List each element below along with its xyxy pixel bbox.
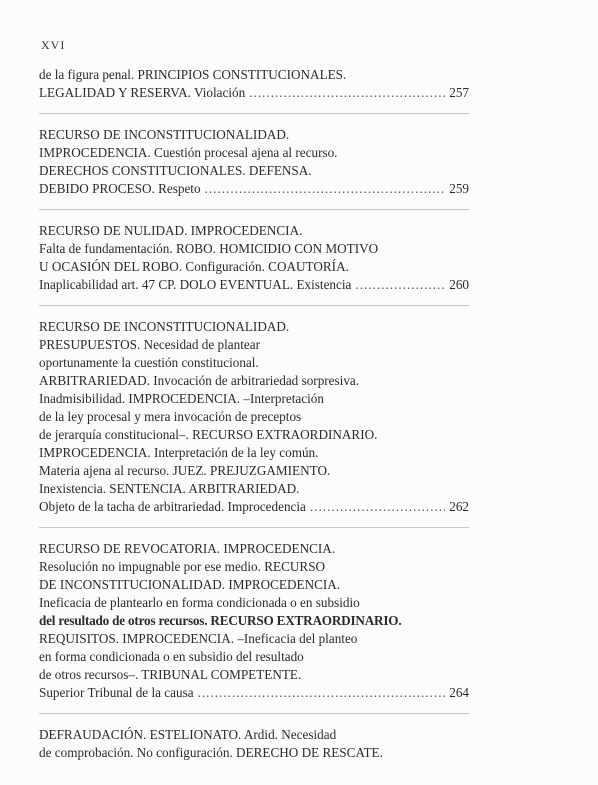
entry-line: IMPROCEDENCIA. Cuestión procesal ajena al recurso.	[39, 145, 338, 160]
entry-line: DEBIDO PROCESO. Respeto	[39, 181, 201, 196]
entry-line: Materia ajena al recurso. JUEZ. PREJUZGAMIENTO.	[39, 463, 331, 478]
entry-line: de jerarquía constitucional–. RECURSO EXTRAORDINARIO.	[39, 427, 378, 442]
index-entry	[39, 540, 469, 714]
entry-line: Inexistencia. SENTENCIA. ARBITRARIEDAD.	[39, 481, 300, 496]
entry-line: Falta de fundamentación. ROBO. HOMICIDIO CON MOTIVO	[39, 241, 379, 256]
entry-line: RECURSO DE REVOCATORIA. IMPROCEDENCIA.	[39, 541, 336, 556]
entry-line: DERECHOS CONSTITUCIONALES. DEFENSA.	[39, 163, 312, 178]
page-number: 264	[449, 685, 469, 700]
entry-line: Inaplicabilidad art. 47 CP. DOLO EVENTUAL. Existencia	[39, 277, 352, 292]
page-number: 259	[449, 181, 469, 196]
entry-last-line	[39, 84, 469, 102]
page-number: 257	[449, 85, 469, 100]
index-entry	[39, 126, 469, 210]
index-entry	[39, 726, 469, 773]
entry-last-line	[39, 276, 469, 294]
entry-line: de comprobación. No configuración. DERECHO DE RESCATE.	[39, 745, 383, 760]
entry-line: Ineficacia de plantearlo en forma condicionada o en subsidio	[39, 595, 360, 610]
page-numeral: XVI	[41, 38, 66, 52]
dot-leader	[198, 684, 446, 702]
dot-leader	[249, 84, 445, 102]
entry-line: DE INCONSTITUCIONALIDAD. IMPROCEDENCIA.	[39, 577, 341, 592]
entry-line: de otros recursos–. TRIBUNAL COMPETENTE.	[39, 667, 302, 682]
entry-line: PRESUPUESTOS. Necesidad de plantear	[39, 337, 260, 352]
entry-line: DEFRAUDACIÓN. ESTELIONATO. Ardid. Necesidad	[39, 727, 337, 742]
entry-line: de la ley procesal y mera invocación de preceptos	[39, 409, 302, 424]
entry-line: en forma condicionada o en subsidio del resultado	[39, 649, 304, 664]
page-number: 262	[449, 499, 469, 514]
entry-line: REQUISITOS. IMPROCEDENCIA. –Ineficacia del planteo	[39, 631, 358, 646]
entry-line: IMPROCEDENCIA. Interpretación de la ley común.	[39, 445, 319, 460]
entry-line: RECURSO DE INCONSTITUCIONALIDAD.	[39, 319, 290, 334]
dot-leader	[355, 276, 445, 294]
entry-line: LEGALIDAD Y RESERVA. Violación	[39, 85, 246, 100]
index-entry	[39, 318, 469, 528]
page-number: 260	[449, 277, 469, 292]
entry-line: Objeto de la tacha de arbitrariedad. Improcedencia	[39, 499, 306, 514]
index-entry	[39, 66, 469, 114]
entry-line: de la figura penal. PRINCIPIOS CONSTITUCIONALES.	[39, 67, 347, 82]
entry-last-line	[39, 498, 469, 516]
dot-leader	[310, 498, 445, 516]
entry-last-line	[39, 180, 469, 198]
entry-line: oportunamente la cuestión constitucional.	[39, 355, 259, 370]
entry-line: U OCASIÓN DEL ROBO. Configuración. COAUTORÍA.	[39, 259, 349, 274]
entry-last-line	[39, 684, 469, 702]
entry-line: Inadmisibilidad. IMPROCEDENCIA. –Interpretación	[39, 391, 324, 406]
index-entries	[39, 66, 469, 785]
dot-leader	[205, 180, 446, 198]
entry-line: RECURSO DE NULIDAD. IMPROCEDENCIA.	[39, 223, 303, 238]
entry-line: Superior Tribunal de la causa	[39, 685, 194, 700]
index-entry	[39, 222, 469, 306]
entry-line: del resultado de otros recursos. RECURSO EXTRAORDINARIO.	[39, 613, 402, 628]
entry-line: ARBITRARIEDAD. Invocación de arbitrariedad sorpresiva.	[39, 373, 360, 388]
entry-line: Resolución no impugnable por ese medio. RECURSO	[39, 559, 326, 574]
entry-line: RECURSO DE INCONSTITUCIONALIDAD.	[39, 127, 290, 142]
